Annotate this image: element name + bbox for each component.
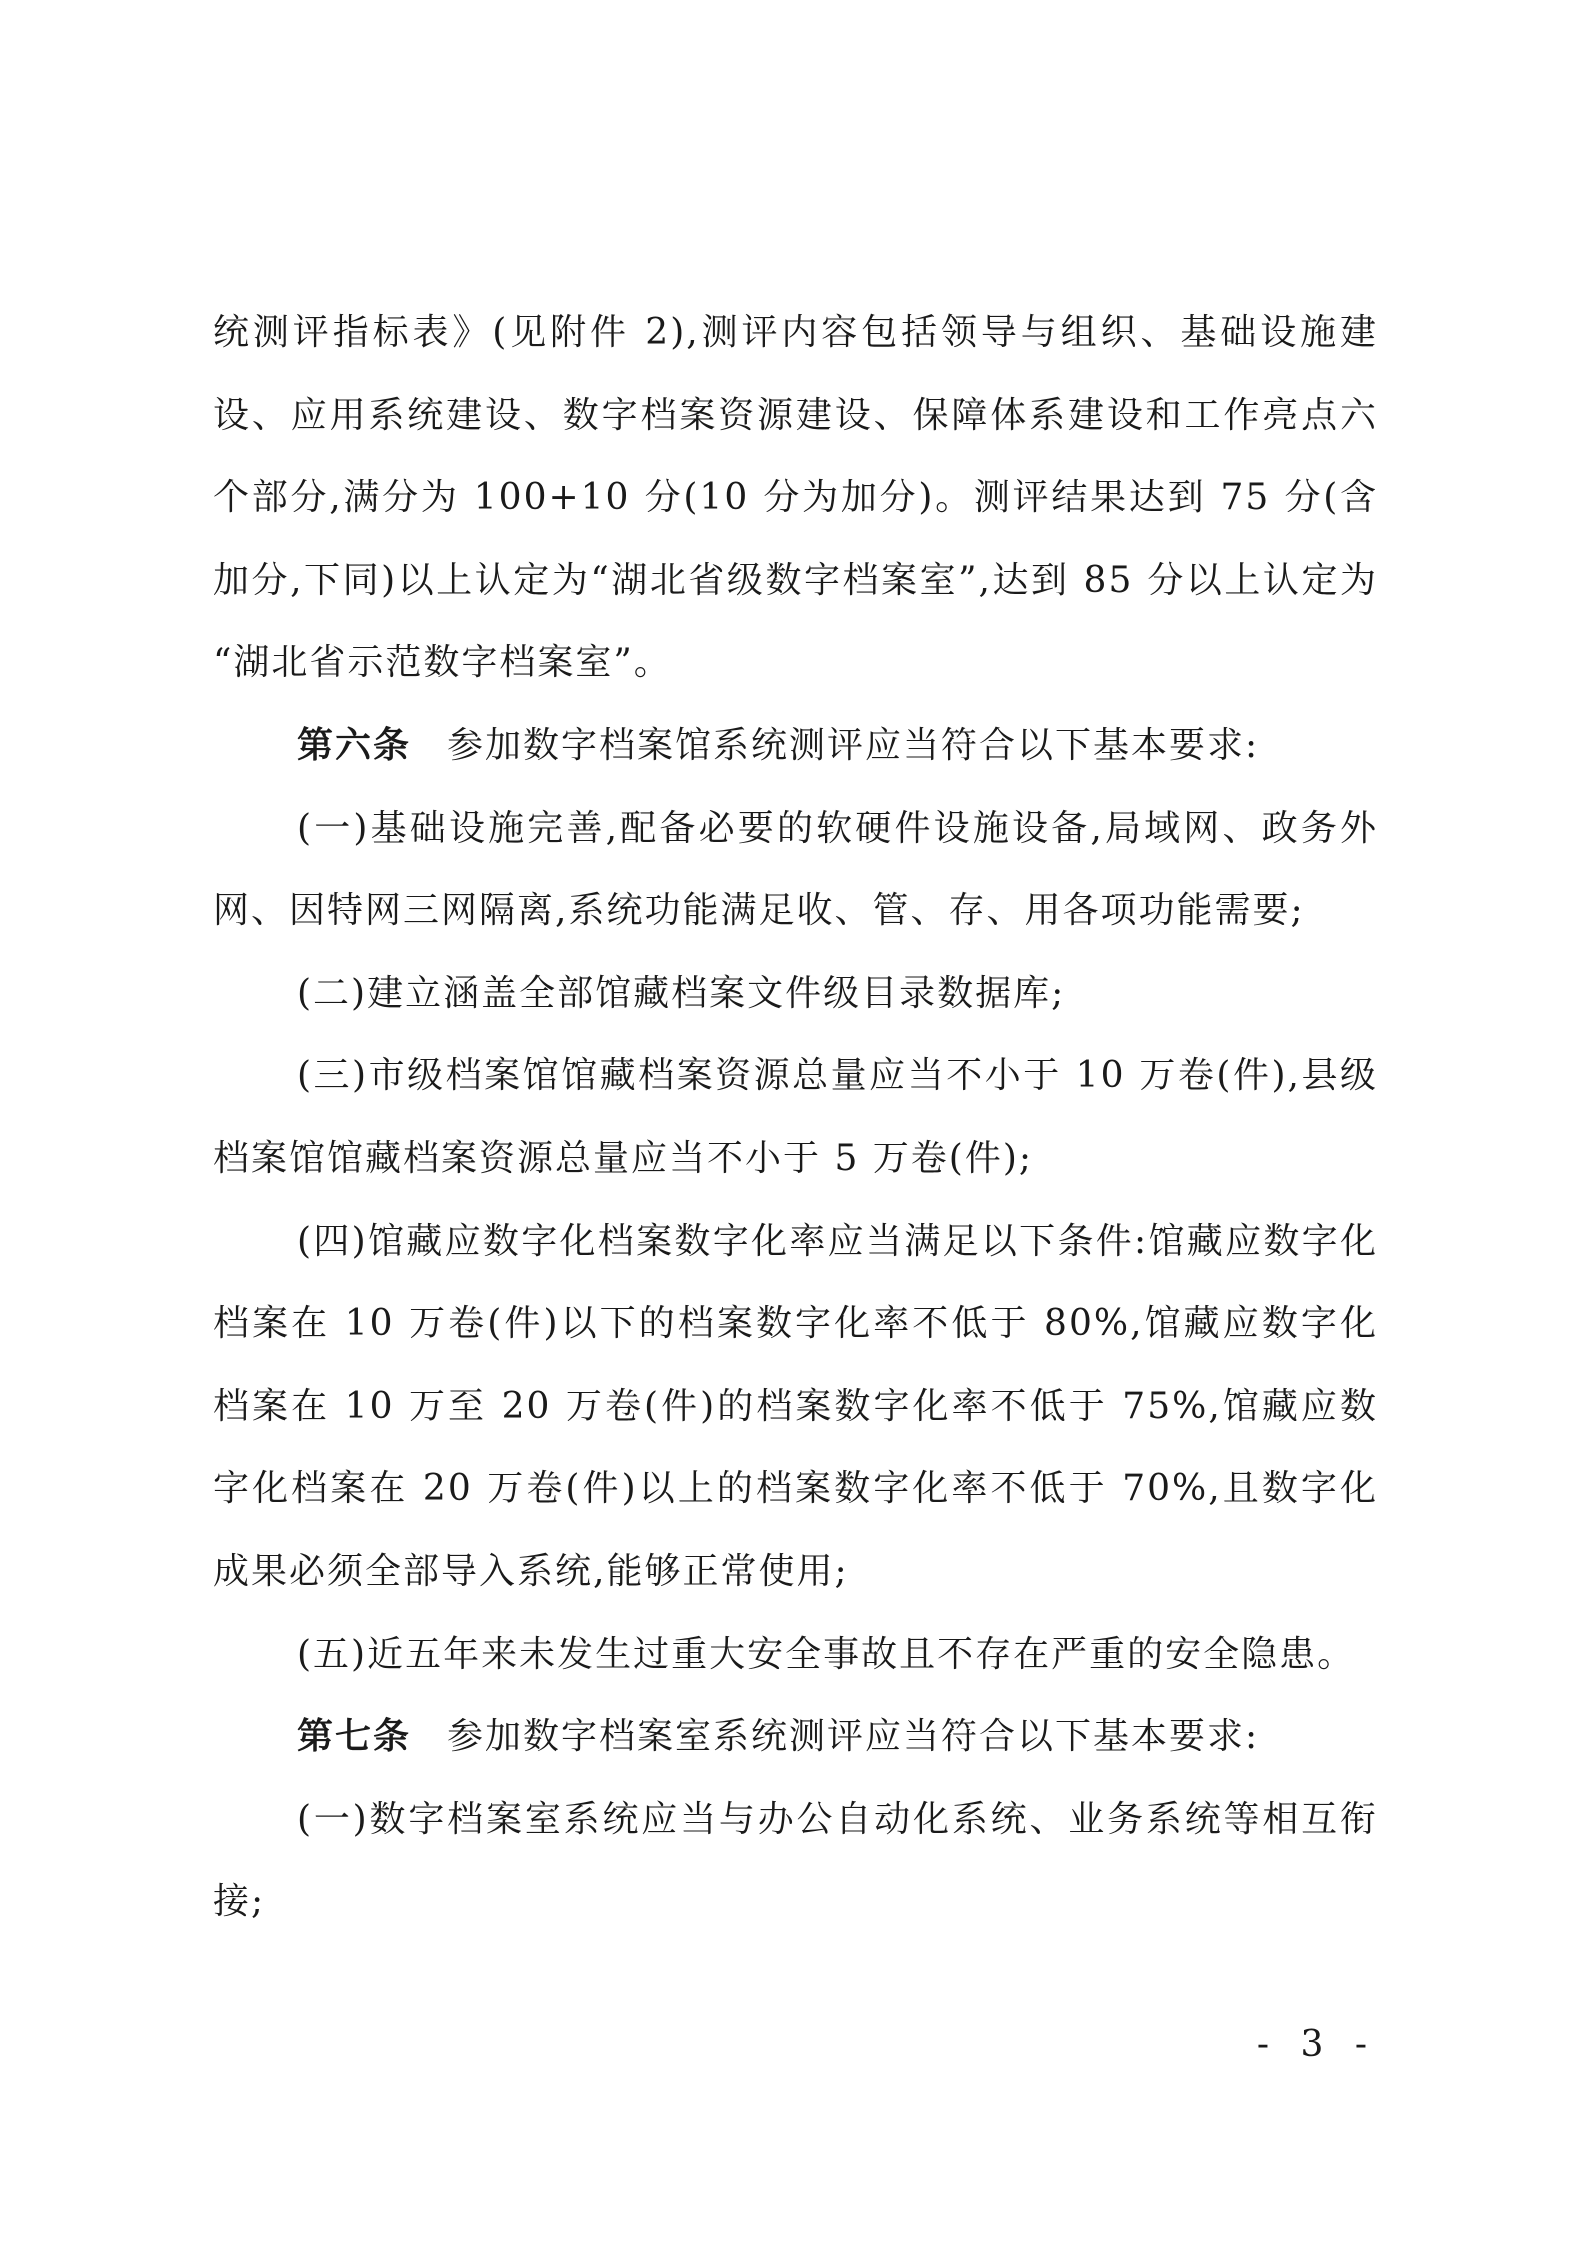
- paragraph-archive-item-2: (二)建立涵盖全部馆藏档案文件级目录数据库;: [297, 972, 1066, 1014]
- paragraph-room-item-1: (一)数字档案室系统应当与办公自动化系统、业务系统等相互衔接;: [213, 1798, 1378, 1923]
- article-seven-label: 第七条: [297, 1716, 412, 1758]
- paragraph-evaluation-criteria: 统测评指标表》(见附件 2),测评内容包括领导与组织、基础设施建设、应用系统建设、数字档案资源建设、保障体系建设和工作亮点六个部分,满分为 100+10 分(10 分为加分)。测评结果达到 75 分(含加分,下同)以上认定为“湖北省级数字档案室”,达到 85 分以上认定为 “湖北省示范数字档案室”。: [213, 312, 1378, 684]
- paragraph-article-six: [213, 705, 1378, 788]
- document-body: [213, 292, 1378, 1944]
- paragraph-archive-item-4: (四)馆藏应数字化档案数字化率应当满足以下条件:馆藏应数字化档案在 10 万卷(件)以下的档案数字化率不低于 80%,馆藏应数字化档案在 10 万至 20 万卷(件)的档案数字化率不低于 75%,馆藏应数字化档案在 20 万卷(件)以上的档案数字化率不低于 70%,且数字化成果必须全部导入系统,能够正常使用;: [213, 1220, 1378, 1592]
- page-number: - 3 -: [1256, 2024, 1377, 2065]
- article-six-label: 第六条: [297, 724, 412, 766]
- paragraph-article-seven: [213, 1696, 1378, 1779]
- paragraph-archive-item-1: (一)基础设施完善,配备必要的软硬件设施设备,局域网、政务外网、因特网三网隔离,系统功能满足收、管、存、用各项功能需要;: [213, 807, 1378, 932]
- paragraph-archive-item-3: (三)市级档案馆馆藏档案资源总量应当不小于 10 万卷(件),县级档案馆馆藏档案资源总量应当不小于 5 万卷(件);: [213, 1055, 1378, 1179]
- paragraph-archive-item-5: (五)近五年来未发生过重大安全事故且不存在严重的安全隐患。: [297, 1633, 1356, 1675]
- article-seven-text: 参加数字档案室系统测评应当符合以下基本要求:: [447, 1716, 1260, 1758]
- article-six-text: 参加数字档案馆系统测评应当符合以下基本要求:: [447, 724, 1260, 766]
